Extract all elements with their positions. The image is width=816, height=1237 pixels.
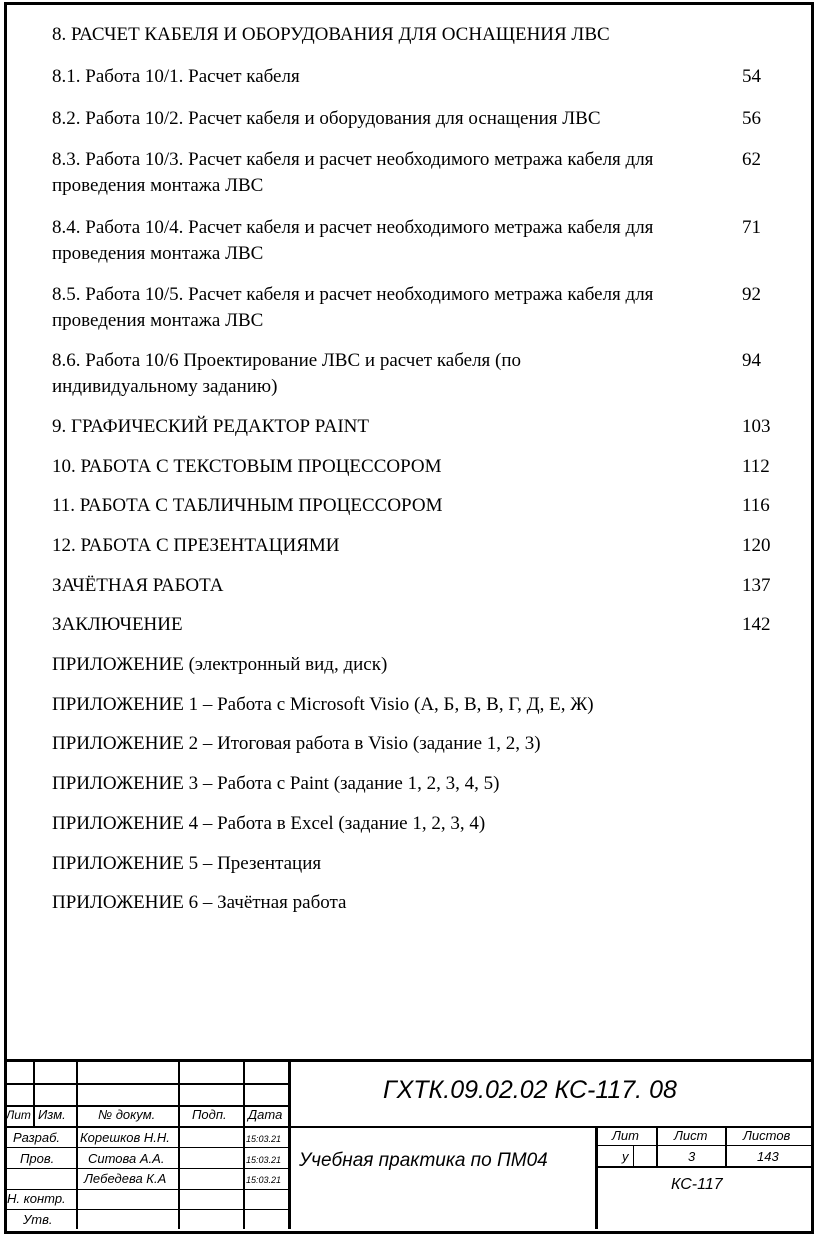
stamp-gridline (178, 1059, 180, 1229)
toc-entry (52, 692, 782, 718)
stamp-info-sheet-value: 3 (688, 1149, 696, 1164)
toc-page-number: 92 (742, 284, 761, 305)
stamp-gridline (4, 1189, 288, 1190)
toc-entry (52, 22, 722, 48)
toc-entry-text: ПРИЛОЖЕНИЕ 3 – Работа с Paint (задание 1, 2, 3, 4, 5) (52, 773, 500, 794)
toc-entry (52, 64, 761, 90)
stamp-role-norm-control: Н. контр. (7, 1191, 66, 1206)
stamp-header-sign: Подп. (192, 1107, 227, 1122)
toc-entry-text: ПРИЛОЖЕНИЕ 4 – Работа в Excel (задание 1, 2, 3, 4) (52, 813, 486, 834)
toc-entry (52, 106, 761, 132)
toc-entry (52, 348, 761, 400)
toc-entry-text: ПРИЛОЖЕНИЕ (электронный вид, диск) (52, 654, 388, 675)
stamp-gridline (4, 1168, 288, 1169)
toc-entry-text: 8.2. Работа 10/2. Расчет кабеля и оборудования для оснащения ЛВС (52, 108, 601, 129)
stamp-gridline (243, 1059, 245, 1229)
stamp-date: 15:03.21 (246, 1134, 282, 1144)
toc-entry-text: 8.1. Работа 10/1. Расчет кабеля (52, 66, 300, 87)
toc-entry (52, 851, 722, 877)
toc-entry-text: 9. ГРАФИЧЕСКИЙ РЕДАКТОР PAINT (52, 416, 369, 437)
toc-entry-text: 11. РАБОТА С ТАБЛИЧНЫМ ПРОЦЕССОРОМ (52, 495, 443, 516)
toc-entry (52, 493, 770, 519)
stamp-role-developer: Разраб. (13, 1130, 61, 1145)
stamp-gridline (4, 1083, 288, 1085)
stamp-info-lit-value: у (622, 1149, 629, 1164)
toc-page-number: 94 (742, 350, 761, 371)
stamp-border (4, 1059, 811, 1062)
toc-entry-text: 8.3. Работа 10/3. Расчет кабеля и расчет необходимого метража кабеля для проведения монтажа ЛВС (52, 149, 654, 196)
toc-entry-text: 8. РАСЧЕТ КАБЕЛЯ И ОБОРУДОВАНИЯ ДЛЯ ОСНАЩЕНИЯ ЛВС (52, 24, 610, 45)
stamp-info-sheets-value: 143 (757, 1149, 779, 1164)
toc-entry (52, 612, 771, 638)
toc-entry (52, 731, 722, 757)
toc-entry (52, 890, 722, 916)
toc-page-number: 137 (742, 575, 771, 596)
stamp-header-date: Дата (248, 1107, 283, 1122)
toc-page-number: 54 (742, 66, 761, 87)
group-code: КС-117 (671, 1176, 723, 1193)
toc-entry (52, 573, 771, 599)
toc-entry-text: 10. РАБОТА С ТЕКСТОВЫМ ПРОЦЕССОРОМ (52, 456, 442, 477)
stamp-date: 15:03.21 (246, 1175, 282, 1185)
stamp-gridline (288, 1059, 291, 1229)
toc-entry (52, 282, 761, 334)
stamp-info-lit-header: Лит (612, 1128, 639, 1143)
toc-page-number: 62 (742, 149, 761, 170)
toc-page-number: 142 (742, 614, 771, 635)
stamp-role-checker: Пров. (20, 1151, 55, 1166)
stamp-gridline (76, 1059, 78, 1229)
toc-page-number: 71 (742, 217, 761, 238)
stamp-gridline (633, 1145, 634, 1167)
stamp-date: 15:03.21 (246, 1155, 282, 1165)
stamp-gridline (595, 1126, 598, 1229)
stamp-gridline (656, 1126, 658, 1167)
toc-entry (52, 147, 761, 199)
toc-entry-text: ПРИЛОЖЕНИЕ 2 – Итоговая работа в Visio (задание 1, 2, 3) (52, 733, 541, 754)
stamp-name-developer: Корешков Н.Н. (80, 1130, 170, 1145)
stamp-gridline (595, 1145, 811, 1146)
stamp-header-doc-no: № докум. (98, 1107, 156, 1122)
toc-entry (52, 454, 770, 480)
toc-entry-text: 8.6. Работа 10/6 Проектирование ЛВС и расчет кабеля (по индивидуальному заданию) (52, 350, 522, 397)
toc-page-number: 103 (742, 416, 771, 437)
toc-page-number: 56 (742, 108, 761, 129)
document-code: ГХТК.09.02.02 КС-117. 08 (383, 1076, 677, 1104)
stamp-gridline (33, 1059, 35, 1126)
stamp-gridline (4, 1209, 288, 1210)
toc-entry (52, 533, 771, 559)
toc-entry-text: ПРИЛОЖЕНИЕ 5 – Презентация (52, 853, 322, 874)
stamp-header-lit: Лит (6, 1108, 31, 1122)
toc-entry-text: 8.4. Работа 10/4. Расчет кабеля и расчет необходимого метража кабеля для проведения монтажа ЛВС (52, 217, 654, 264)
toc-page-number: 120 (742, 535, 771, 556)
toc-entry-text: ПРИЛОЖЕНИЕ 1 – Работа с Microsoft Visio (А, Б, В, В, Г, Д, Е, Ж) (52, 694, 594, 715)
stamp-name-third: Лебедева К.А (84, 1171, 167, 1186)
toc-entry (52, 215, 761, 267)
toc-page-number: 116 (742, 495, 770, 516)
toc-entry (52, 414, 771, 440)
toc-entry (52, 771, 722, 797)
stamp-info-sheet-header: Лист (674, 1128, 708, 1143)
toc-entry-text: ЗАКЛЮЧЕНИЕ (52, 614, 183, 635)
stamp-gridline (725, 1126, 727, 1167)
stamp-gridline (595, 1166, 811, 1168)
toc-entry (52, 652, 722, 678)
stamp-role-approver: Утв. (23, 1212, 53, 1227)
stamp-gridline (4, 1147, 288, 1148)
document-title: Учебная практика по ПМ04 (299, 1150, 548, 1171)
stamp-header-izm: Изм. (38, 1107, 66, 1122)
toc-page-number: 112 (742, 456, 770, 477)
stamp-info-sheets-header: Листов (743, 1128, 791, 1143)
toc-entry-text: ПРИЛОЖЕНИЕ 6 – Зачётная работа (52, 892, 347, 913)
toc-entry-text: 12. РАБОТА С ПРЕЗЕНТАЦИЯМИ (52, 535, 340, 556)
stamp-name-checker: Ситова А.А. (88, 1151, 165, 1166)
toc-entry (52, 811, 722, 837)
toc-entry-text: ЗАЧЁТНАЯ РАБОТА (52, 575, 224, 596)
toc-entry-text: 8.5. Работа 10/5. Расчет кабеля и расчет необходимого метража кабеля для проведения монтажа ЛВС (52, 284, 654, 331)
